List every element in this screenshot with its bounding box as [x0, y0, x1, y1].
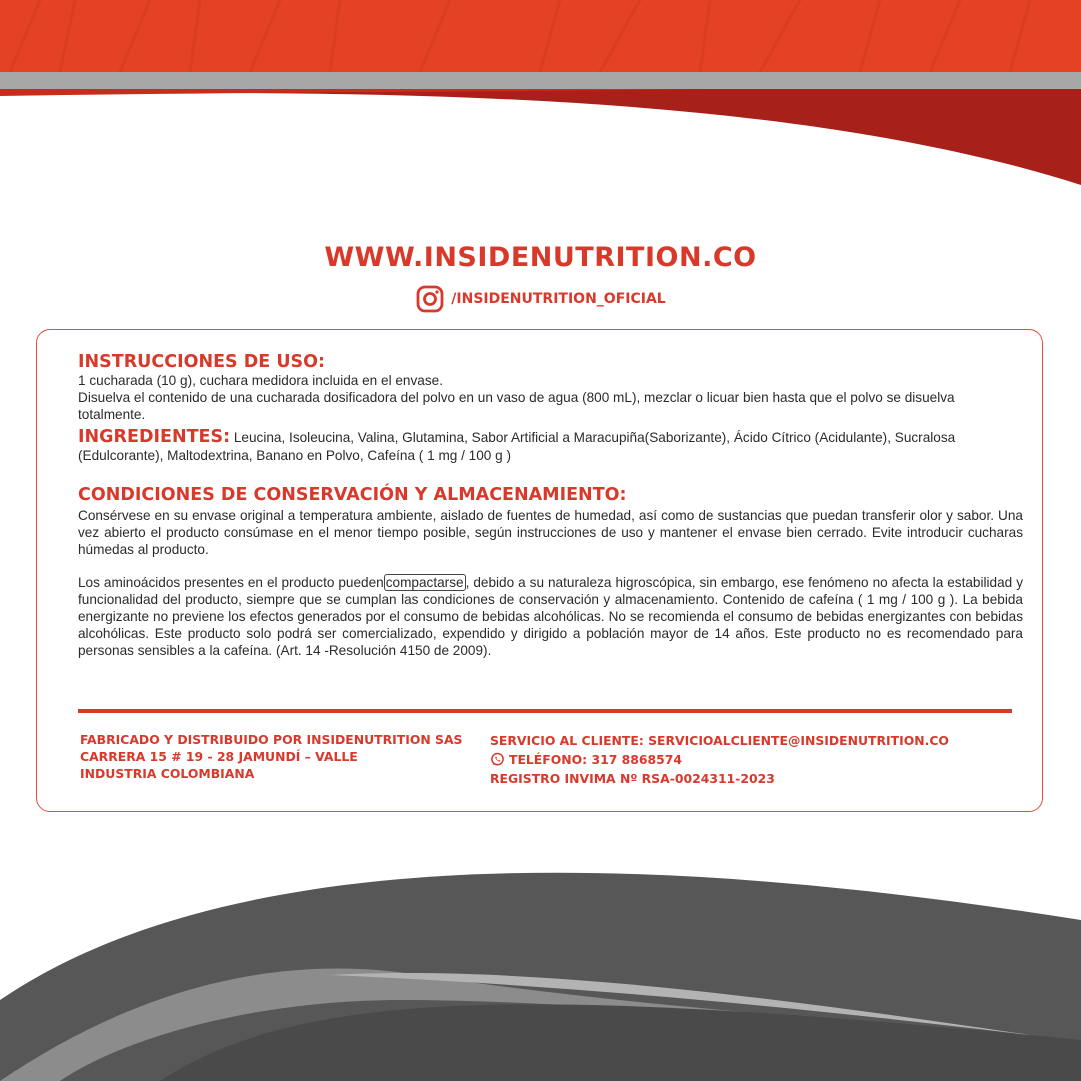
customer-service-email[interactable]: SERVICIO AL CLIENTE: SERVICIOALCLIENTE@INSIDENUTRITION.CO [490, 733, 949, 748]
notice-section [78, 574, 1023, 659]
label-content [78, 352, 1023, 659]
origin-line: INDUSTRIA COLOMBIANA [80, 766, 255, 781]
manufacturer-line: FABRICADO Y DISTRIBUIDO POR INSIDENUTRITION SAS [80, 732, 463, 747]
usage-heading: INSTRUCCIONES DE USO: [78, 352, 326, 372]
usage-instructions: Disuelva el contenido de una cucharada dosificadora del polvo en un vaso de agua (800 mL), mezclar o licuar bien hasta que el polvo se disuelva totalmente. [78, 390, 955, 422]
ingredients-section [78, 427, 1023, 464]
usage-section [78, 352, 1023, 423]
storage-text: Consérvese en su envase original a temperatura ambiente, aislado de fuentes de humedad, así como de sustancias que puedan transferir olor y sabor. Una vez abierto el producto consúmase en el menor tiempo posible, según instrucciones de uso y mantener el envase bien cerrado. Evite introducir cucharas húmedas al producto. [78, 508, 1023, 557]
usage-dose: 1 cucharada (10 g), cuchara medidora incluida en el envase. [78, 373, 443, 388]
instagram-icon [415, 284, 445, 314]
invima-registry: REGISTRO INVIMA Nº RSA-0024311-2023 [490, 771, 775, 786]
storage-heading: CONDICIONES DE CONSERVACIÓN Y ALMACENAMIENTO: [78, 485, 627, 505]
notice-text-rest: , debido a su naturaleza higroscópica, sin embargo, ese fenómeno no afecta la estabilidad y funcionalidad del producto, siempre que se cumplan las condiciones de conservación y almacenamiento. Contenido de cafeína ( 1 mg / 100 g ). La bebida energizante no previene los efectos generados por el consumo de bebidas alcohólicas. No se recomienda el consumo de bebidas energizantes con bebidas alcohólicas. Este producto solo podrá ser comercializado, expendido y dirigido a población mayor de 14 años. Este producto no es recomendado para personas sensibles a la cafeína. (Art. 14 -Resolución 4150 de 2009). [78, 575, 1023, 658]
instagram-handle: /INSIDENUTRITION_OFICIAL [451, 291, 666, 307]
phone-line[interactable] [490, 750, 1010, 769]
whatsapp-icon [490, 752, 505, 767]
top-banner-decoration [0, 0, 1081, 190]
phone-number: TELÉFONO: 317 8868574 [509, 752, 682, 767]
storage-section [78, 485, 1023, 558]
divider-line [78, 709, 1012, 713]
instagram-link[interactable] [0, 284, 1081, 314]
compactarse-highlight: compactarse [385, 575, 464, 590]
ingredients-heading: INGREDIENTES: [78, 427, 231, 447]
address-line: CARRERA 15 # 19 - 28 JAMUNDÍ – VALLE [80, 749, 358, 764]
notice-text-start: Los aminoácidos presentes en el producto pueden [78, 575, 384, 590]
website-url[interactable]: WWW.INSIDENUTRITION.CO [324, 242, 757, 273]
contact-info [490, 731, 1010, 788]
ingredients-text: Leucina, Isoleucina, Valina, Glutamina, Sabor Artificial a Maracupiña(Saborizante), Ácido Cítrico (Acidulante), Sucralosa (Edulcorante), Maltodextrina, Banano en Polvo, Cafeína ( 1 mg / 100 g ) [78, 430, 956, 463]
manufacturer-info [80, 731, 480, 782]
